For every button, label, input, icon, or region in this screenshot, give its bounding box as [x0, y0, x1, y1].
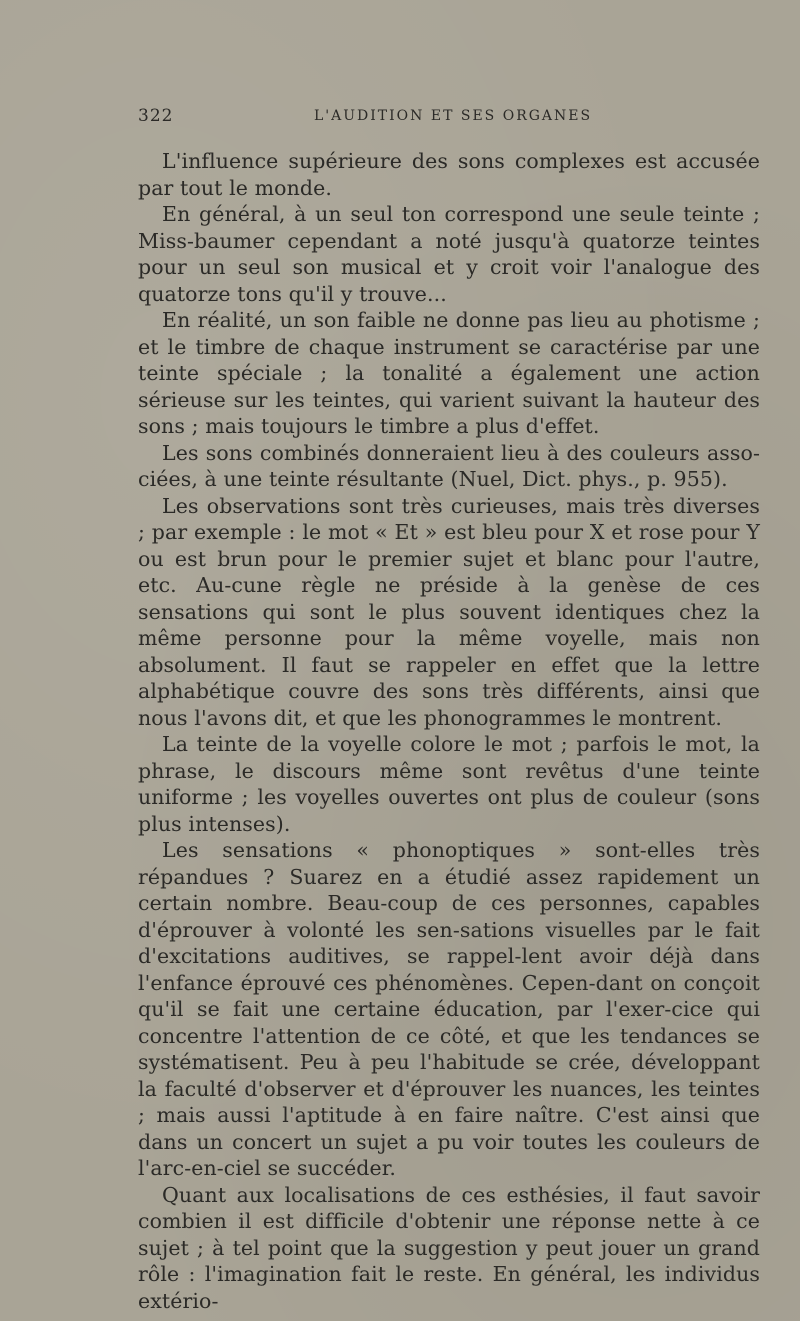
paragraph: Quant aux localisations de ces esthésies, il faut savoir combien il est difficile d'obtenir une réponse nette à ce sujet ; à tel point que la suggestion y peut jouer un grand rôle : l'imagination fait le reste. En général, les individus extério-: [138, 1182, 760, 1313]
paragraph: La teinte de la voyelle colore le mot ; parfois le mot, la phrase, le discours même sont revêtus d'une teinte uniforme ; les voyelles ouvertes ont plus de couleur (sons plus intenses).: [138, 732, 760, 836]
page-number: 322: [138, 106, 174, 126]
paragraph: Les sons combinés donneraient lieu à des couleurs asso-ciées, à une teinte résultante (Nuel, Dict. phys., p. 955).: [138, 440, 760, 491]
running-title: L'AUDITION ET SES ORGANES: [314, 108, 593, 124]
paragraph: Les sensations « phonoptiques » sont-elles très répandues ? Suarez en a étudié assez rapidement un certain nombre. Beau-coup de ces personnes, capables d'éprouver à volonté les sen-sations visuelles par le fait d'excitations auditives, se rappel-lent avoir déjà dans l'enfance éprouvé ces phénomènes. Cepen-dant on conçoit qu'il se fait une certaine éducation, par l'exer-cice qui concentre l'attention de ce côté, et que les tendances se systématisent. Peu à peu l'habitude se crée, développant la faculté d'observer et d'éprouver les nuances, les teintes ; mais aussi l'aptitude à en faire naître. C'est ainsi que dans un concert un sujet a pu voir toutes les couleurs de l'arc-en-ciel se succéder.: [138, 838, 760, 1180]
paragraph: L'influence supérieure des sons complexes est accusée par tout le monde.: [138, 149, 760, 200]
paragraph: En général, à un seul ton correspond une seule teinte ; Miss-baumer cependant a noté jusqu'à quatorze teintes pour un seul son musical et y croit voir l'analogue des quatorze tons qu'il y trouve...: [138, 202, 760, 306]
paragraph: Les observations sont très curieuses, mais très diverses ; par exemple : le mot « Et » est bleu pour X et rose pour Y ou est brun pour le premier sujet et blanc pour l'autre, etc. Au-cune règle ne préside à la genèse de ces sensations qui sont le plus souvent identiques chez la même personne pour la même voyelle, mais non absolument. Il faut se rappeler en effet que la lettre alphabétique couvre des sons très différents, ainsi que nous l'avons dit, et que les phonogrammes le montrent.: [138, 493, 760, 730]
page-header: [138, 106, 760, 136]
paragraph: En réalité, un son faible ne donne pas lieu au photisme ; et le timbre de chaque instrument se caractérise par une teinte spéciale ; la tonalité a également une action sérieuse sur les teintes, qui varient suivant la hauteur des sons ; mais toujours le timbre a plus d'effet.: [138, 308, 760, 438]
body-text: [138, 148, 760, 1314]
